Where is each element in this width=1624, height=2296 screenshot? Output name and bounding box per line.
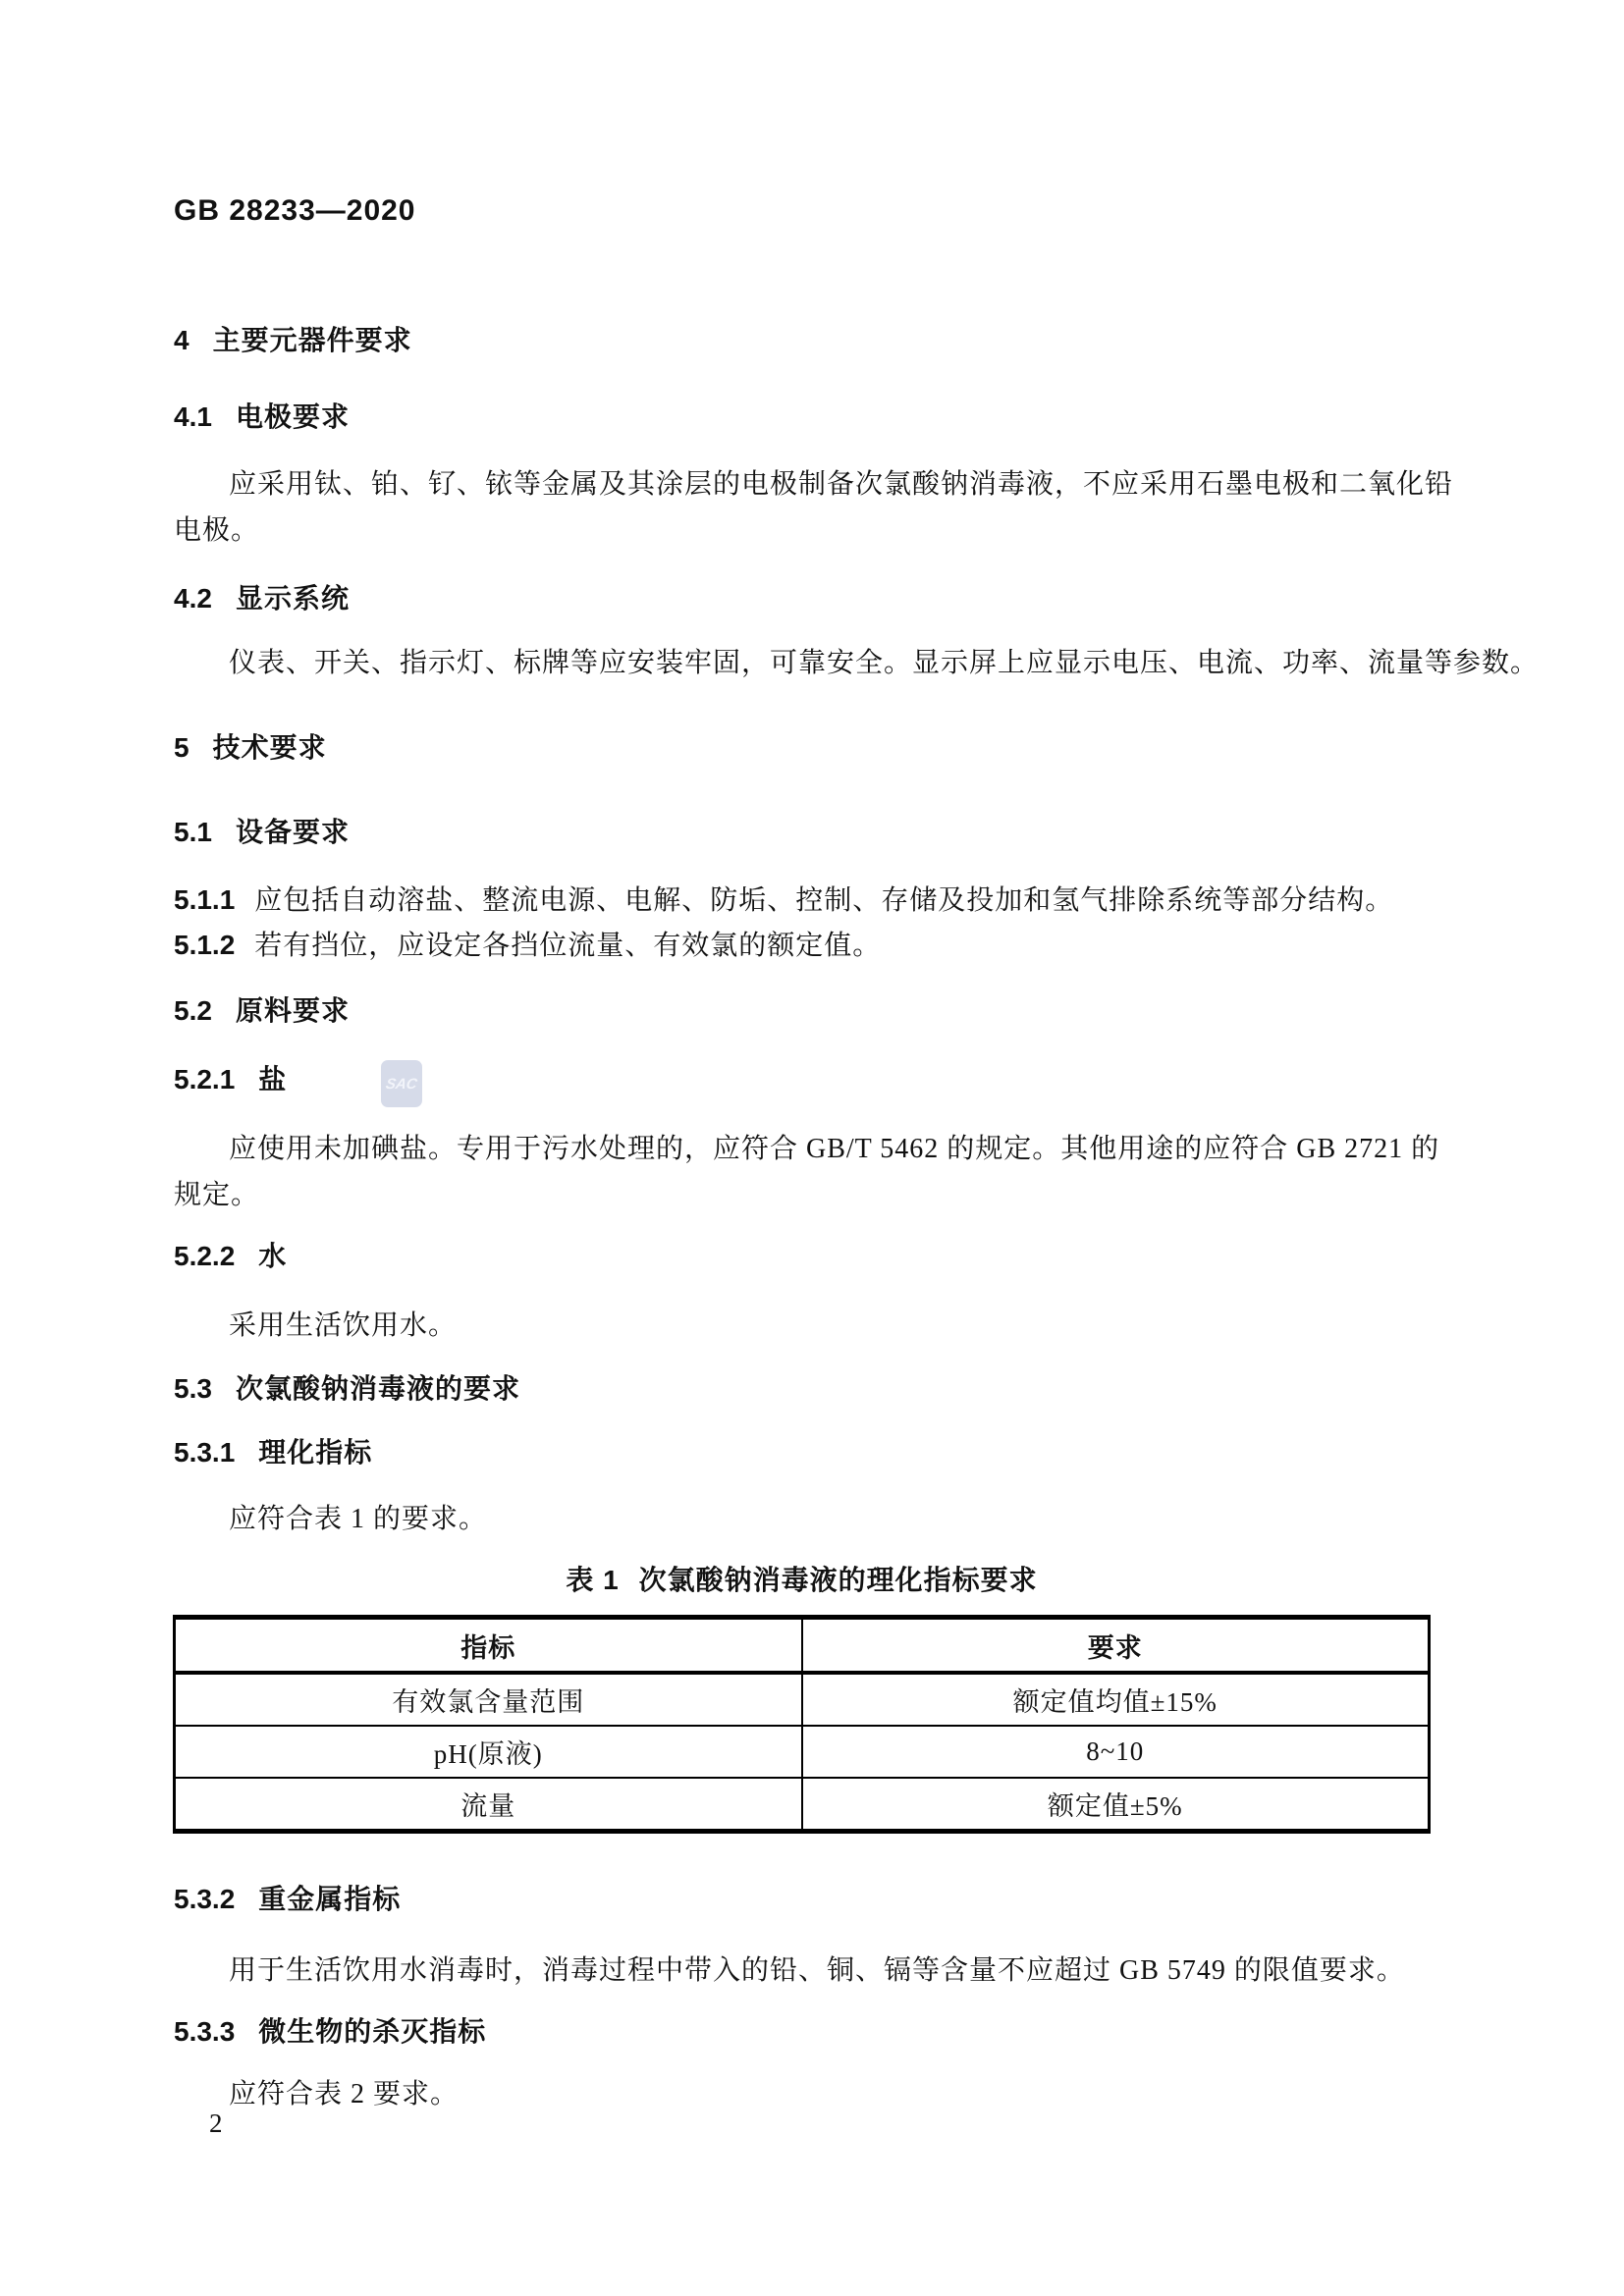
table-cell: 流量 — [175, 1778, 802, 1832]
table-cell: 额定值均值±15% — [802, 1673, 1430, 1726]
paragraph-5-3-2: 用于生活饮用水消毒时，消毒过程中带入的铅、铜、镉等含量不应超过 GB 5749 的限值要求。 — [229, 1955, 1405, 1986]
paragraph-5-2-1-line2: 规定。 — [174, 1180, 260, 1210]
table-cell: 8~10 — [802, 1726, 1430, 1778]
paragraph-4-2: 仪表、开关、指示灯、标牌等应安装牢固，可靠安全。显示屏上应显示电压、电流、功率、流量等参数。 — [229, 648, 1540, 678]
table-cell: pH(原液) — [175, 1726, 802, 1778]
table-1-caption: 次氯酸钠消毒液的理化指标要求 — [638, 1565, 1038, 1595]
heading-5-3-2 — [174, 1878, 401, 1917]
heading-number: 5.3.3 — [174, 2016, 236, 2047]
table-cell: 有效氯含量范围 — [175, 1673, 802, 1726]
heading-number: 4 — [174, 325, 189, 355]
heading-number: 5.2.2 — [174, 1241, 236, 1271]
table-header-row — [175, 1618, 1430, 1674]
paragraph-5-2-2: 采用生活饮用水。 — [229, 1310, 458, 1341]
heading-title: 显示系统 — [235, 583, 350, 614]
table-row — [175, 1778, 1430, 1832]
paragraph-5-1-1 — [174, 879, 1393, 918]
heading-title: 主要元器件要求 — [212, 325, 412, 355]
table-1-label: 表 1 — [566, 1565, 620, 1595]
heading-5-3-1 — [174, 1431, 372, 1470]
table-row — [175, 1726, 1430, 1778]
paragraph-5-2-1-line1: 应使用未加碘盐。专用于污水处理的，应符合 GB/T 5462 的规定。其他用途的应符合 GB 2721 的 — [229, 1134, 1440, 1164]
heading-5-2 — [174, 989, 350, 1029]
table-1-title — [173, 1559, 1431, 1598]
heading-title: 技术要求 — [212, 732, 327, 763]
heading-title: 原料要求 — [235, 995, 350, 1026]
heading-5-3-3 — [174, 2010, 486, 2050]
sac-watermark-text: SAC — [384, 1075, 419, 1093]
paragraph-5-3-3: 应符合表 2 要求。 — [229, 2079, 460, 2109]
heading-number: 5.3 — [174, 1373, 212, 1404]
heading-title: 水 — [258, 1241, 288, 1271]
heading-title: 次氯酸钠消毒液的要求 — [235, 1373, 520, 1404]
heading-title: 微生物的杀灭指标 — [258, 2016, 487, 2047]
paragraph-4-1-line2: 电极。 — [174, 515, 260, 546]
heading-number: 5.3.2 — [174, 1884, 236, 1914]
clause-text: 应包括自动溶盐、整流电源、电解、防垢、控制、存储及投加和氢气排除系统等部分结构。 — [254, 885, 1394, 916]
table-cell: 额定值±5% — [802, 1778, 1430, 1832]
table-header-requirement: 要求 — [802, 1618, 1430, 1674]
heading-number: 5.2 — [174, 995, 212, 1026]
heading-title: 重金属指标 — [258, 1884, 402, 1914]
heading-5-1 — [174, 811, 350, 850]
heading-title: 盐 — [258, 1064, 288, 1095]
paragraph-5-1-2 — [174, 924, 881, 963]
table-1 — [173, 1615, 1431, 1834]
doc-code: GB 28233—2020 — [174, 194, 416, 227]
heading-5-2-1 — [174, 1058, 287, 1097]
heading-5 — [174, 726, 327, 766]
heading-title: 电极要求 — [235, 401, 350, 432]
heading-5-3 — [174, 1367, 520, 1407]
heading-4 — [174, 319, 412, 358]
heading-number: 4.1 — [174, 401, 212, 432]
heading-number: 5 — [174, 732, 189, 763]
sac-watermark-logo — [381, 1060, 422, 1107]
clause-number: 5.1.1 — [174, 884, 236, 915]
heading-4-1 — [174, 396, 350, 435]
heading-number: 5.1 — [174, 817, 212, 847]
heading-number: 4.2 — [174, 583, 212, 614]
heading-title: 设备要求 — [235, 817, 350, 847]
paragraph-4-1-line1: 应采用钛、铂、钌、铱等金属及其涂层的电极制备次氯酸钠消毒液，不应采用石墨电极和二氧化铅 — [229, 469, 1454, 500]
clause-text: 若有挡位，应设定各挡位流量、有效氯的额定值。 — [254, 931, 882, 961]
clause-number: 5.1.2 — [174, 930, 236, 960]
heading-number: 5.3.1 — [174, 1437, 236, 1468]
heading-number: 5.2.1 — [174, 1064, 236, 1095]
paragraph-5-3-1: 应符合表 1 的要求。 — [229, 1504, 488, 1534]
heading-title: 理化指标 — [258, 1437, 373, 1468]
table-row — [175, 1673, 1430, 1726]
heading-4-2 — [174, 577, 350, 616]
heading-5-2-2 — [174, 1235, 287, 1274]
table-header-indicator: 指标 — [175, 1618, 802, 1674]
page-number: 2 — [209, 2109, 223, 2138]
